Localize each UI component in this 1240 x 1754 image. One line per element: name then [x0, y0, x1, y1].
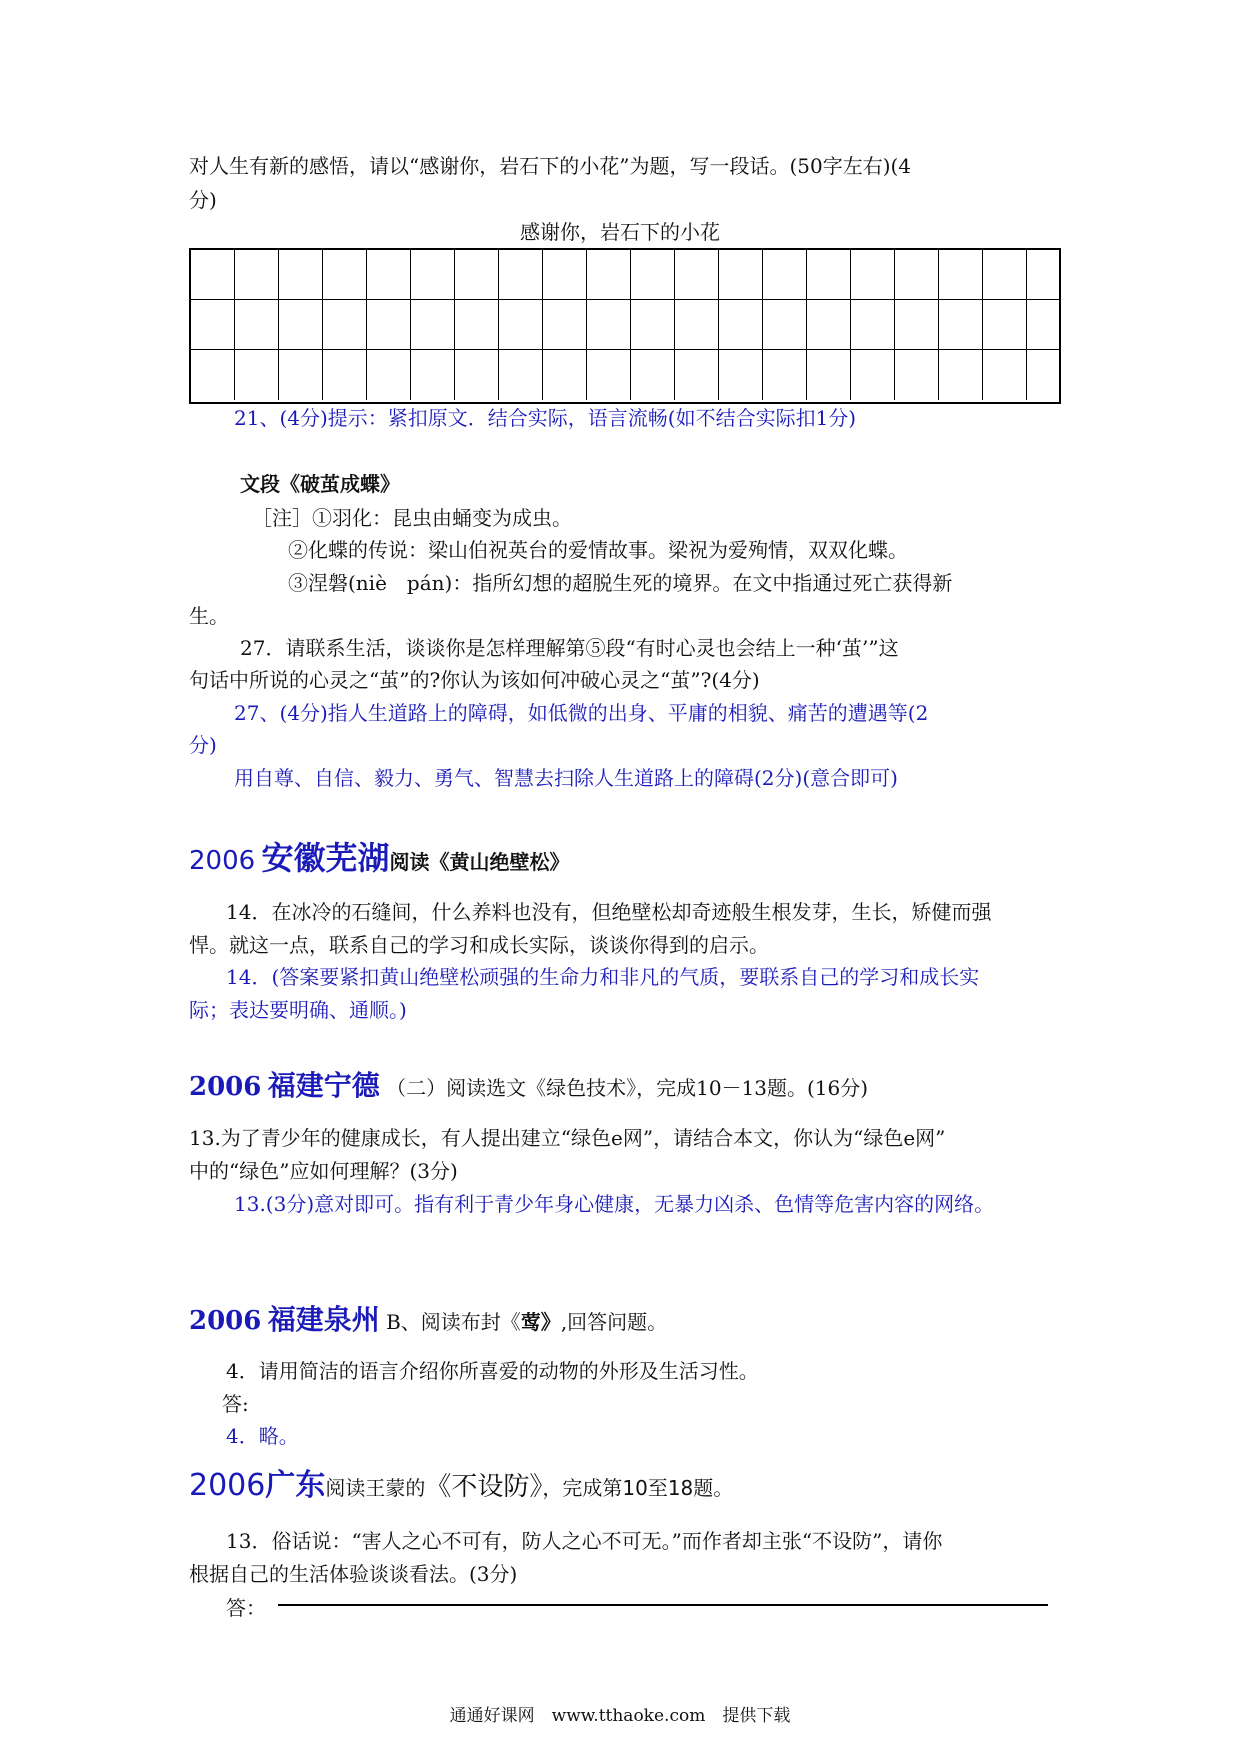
grid-cell[interactable]: [323, 300, 367, 350]
q20-prompt-line2: 分): [189, 188, 217, 212]
grid-cell[interactable]: [631, 300, 675, 350]
grid-cell[interactable]: [499, 350, 543, 400]
q27-line2: 句话中所说的心灵之“茧”的?你认为该如何冲破心灵之“茧”?(4分): [189, 668, 760, 692]
grid-cell[interactable]: [807, 350, 851, 400]
q13-line2: 中的“绿色”应如何理解？(3分): [189, 1159, 458, 1183]
grid-cell[interactable]: [983, 350, 1027, 400]
a14-line1: 14．(答案要紧扣黄山绝壁松顽强的生命力和非凡的气质，要联系自己的学习和成长实: [226, 965, 980, 989]
a27-line1: 27、(4分)指人生道路上的障碍，如低微的出身、平庸的相貌、痛苦的遭遇等(2: [234, 701, 929, 725]
grid-cell[interactable]: [543, 350, 587, 400]
grid-cell[interactable]: [543, 300, 587, 350]
grid-cell[interactable]: [763, 300, 807, 350]
q20-prompt-line1: 对人生有新的感悟，请以“感谢你，岩石下的小花”为题，写一段话。(50字左右)(4: [189, 154, 912, 178]
grid-cell[interactable]: [499, 250, 543, 300]
note-2: ②化蝶的传说：梁山伯祝英台的爱情故事。梁祝为爱殉情，双双化蝶。: [288, 538, 908, 562]
header-year: 2006: [189, 1468, 266, 1503]
grid-cell[interactable]: [323, 350, 367, 400]
q14-line1: 14．在冰冷的石缝间，什么养料也没有，但绝壁松却奇迹般生根发芽，生长，矫健而强: [226, 900, 992, 924]
grid-cell[interactable]: [499, 300, 543, 350]
a14-line2: 际；表达要明确、通顺。): [189, 998, 407, 1022]
a4: 4．略。: [226, 1424, 299, 1448]
grid-cell[interactable]: [719, 300, 763, 350]
footer: 通通好课网 www.tthaoke.com 提供下载: [449, 1706, 791, 1726]
grid-cell[interactable]: [895, 250, 939, 300]
grid-cell[interactable]: [939, 350, 983, 400]
answer-line[interactable]: [278, 1604, 1048, 1606]
header-rest: （二）阅读选文《绿色技术》，完成10－13题。(16分): [386, 1076, 869, 1100]
grid-cell[interactable]: [411, 300, 455, 350]
grid-cell[interactable]: [851, 250, 895, 300]
grid-cell[interactable]: [939, 300, 983, 350]
grid-cell[interactable]: [191, 350, 235, 400]
grid-cell[interactable]: [1027, 300, 1059, 350]
grid-cell[interactable]: [895, 300, 939, 350]
grid-cell[interactable]: [367, 300, 411, 350]
answer-label: 答：: [226, 1596, 266, 1620]
header-rest-b: ,回答问题。: [560, 1310, 668, 1334]
a27-line2: 分): [189, 733, 217, 757]
header-rest-title: 《不设防》: [425, 1472, 543, 1502]
grid-cell[interactable]: [763, 350, 807, 400]
grid-cell[interactable]: [675, 250, 719, 300]
section-header-ningde: [189, 1066, 868, 1108]
grid-cell[interactable]: [1027, 350, 1059, 400]
grid-cell[interactable]: [191, 250, 235, 300]
grid-cell[interactable]: [851, 300, 895, 350]
grid-cell[interactable]: [455, 300, 499, 350]
grid-cell[interactable]: [631, 250, 675, 300]
grid-cell[interactable]: [191, 300, 235, 350]
header-place: 广东: [265, 1468, 326, 1503]
a27-line3: 用自尊、自信、毅力、勇气、智慧去扫除人生道路上的障碍(2分)(意合即可): [234, 766, 898, 790]
grid-cell[interactable]: [235, 250, 279, 300]
grid-cell[interactable]: [455, 350, 499, 400]
answer-label: 答:: [222, 1392, 249, 1416]
section-header-guangdong: [189, 1464, 733, 1510]
grid-cell[interactable]: [411, 350, 455, 400]
grid-cell[interactable]: [235, 350, 279, 400]
grid-cell[interactable]: [279, 350, 323, 400]
grid-cell[interactable]: [719, 350, 763, 400]
writing-grid[interactable]: [189, 248, 1061, 404]
header-year: 2006: [189, 846, 256, 876]
grid-cell[interactable]: [543, 250, 587, 300]
grid-cell[interactable]: [939, 250, 983, 300]
header-year: 2006: [189, 1306, 262, 1336]
header-rest: 阅读《黄山绝壁松》: [389, 850, 570, 874]
q13-line1: 13.为了青少年的健康成长，有人提出建立“绿色e网”，请结合本文，你认为“绿色e网”: [189, 1126, 946, 1150]
note-3: ③涅磐(niè pán)：指所幻想的超脱生死的境界。在文中指通过死亡获得新: [288, 571, 953, 595]
grid-cell[interactable]: [763, 250, 807, 300]
header-rest-bold: 莺》: [520, 1310, 561, 1334]
grid-cell[interactable]: [807, 300, 851, 350]
grid-cell[interactable]: [279, 300, 323, 350]
grid-cell[interactable]: [983, 250, 1027, 300]
q21-answer-hint: 21、(4分)提示：紧扣原文．结合实际，语言流畅(如不结合实际扣1分): [234, 406, 857, 430]
q13-gd-line1: 13．俗话说：“害人之心不可有，防人之心不可无。”而作者却主张“不设防”，请你: [226, 1529, 943, 1553]
header-rest-b: ，完成第10至18题。: [542, 1476, 734, 1500]
grid-cell[interactable]: [587, 300, 631, 350]
q13-gd-line2: 根据自己的生活体验谈谈看法。(3分): [189, 1562, 518, 1586]
grid-cell[interactable]: [675, 300, 719, 350]
grid-cell[interactable]: [455, 250, 499, 300]
grid-cell[interactable]: [279, 250, 323, 300]
section-header-anhui: [189, 838, 570, 882]
grid-cell[interactable]: [807, 250, 851, 300]
section-title-pojian: 文段《破茧成蝶》: [240, 472, 400, 496]
section-header-quanzhou: [189, 1300, 667, 1342]
grid-cell[interactable]: [983, 300, 1027, 350]
grid-cell[interactable]: [323, 250, 367, 300]
note-3-cont: 生。: [189, 604, 229, 628]
q27-line1: 27．请联系生活，谈谈你是怎样理解第⑤段“有时心灵也会结上一种‘茧’”这: [240, 636, 899, 660]
grid-cell[interactable]: [895, 350, 939, 400]
grid-cell[interactable]: [719, 250, 763, 300]
grid-cell[interactable]: [587, 250, 631, 300]
header-place: 福建宁德: [267, 1069, 380, 1102]
q14-line2: 悍。就这一点，联系自己的学习和成长实际，谈谈你得到的启示。: [189, 933, 769, 957]
grid-cell[interactable]: [367, 250, 411, 300]
header-rest-a: B、阅读布封《: [386, 1310, 521, 1334]
grid-cell[interactable]: [235, 300, 279, 350]
grid-cell[interactable]: [631, 350, 675, 400]
header-place: 福建泉州: [267, 1303, 380, 1336]
grid-cell[interactable]: [587, 350, 631, 400]
grid-cell[interactable]: [851, 350, 895, 400]
header-place: 安徽芜湖: [261, 839, 390, 877]
grid-cell[interactable]: [1027, 250, 1059, 300]
note-1: ［注］①羽化：昆虫由蛹变为成虫。: [252, 506, 572, 530]
header-year: 2006: [189, 1072, 262, 1102]
header-rest-a: 阅读王蒙的: [325, 1476, 426, 1500]
grid-cell[interactable]: [411, 250, 455, 300]
grid-title: 感谢你，岩石下的小花: [520, 220, 720, 244]
grid-cell[interactable]: [675, 350, 719, 400]
grid-cell[interactable]: [367, 350, 411, 400]
a13: 13.(3分)意对即可。指有利于青少年身心健康，无暴力凶杀、色情等危害内容的网络。: [234, 1192, 995, 1216]
q4-prompt: 4．请用简洁的语言介绍你所喜爱的动物的外形及生活习性。: [226, 1359, 759, 1383]
